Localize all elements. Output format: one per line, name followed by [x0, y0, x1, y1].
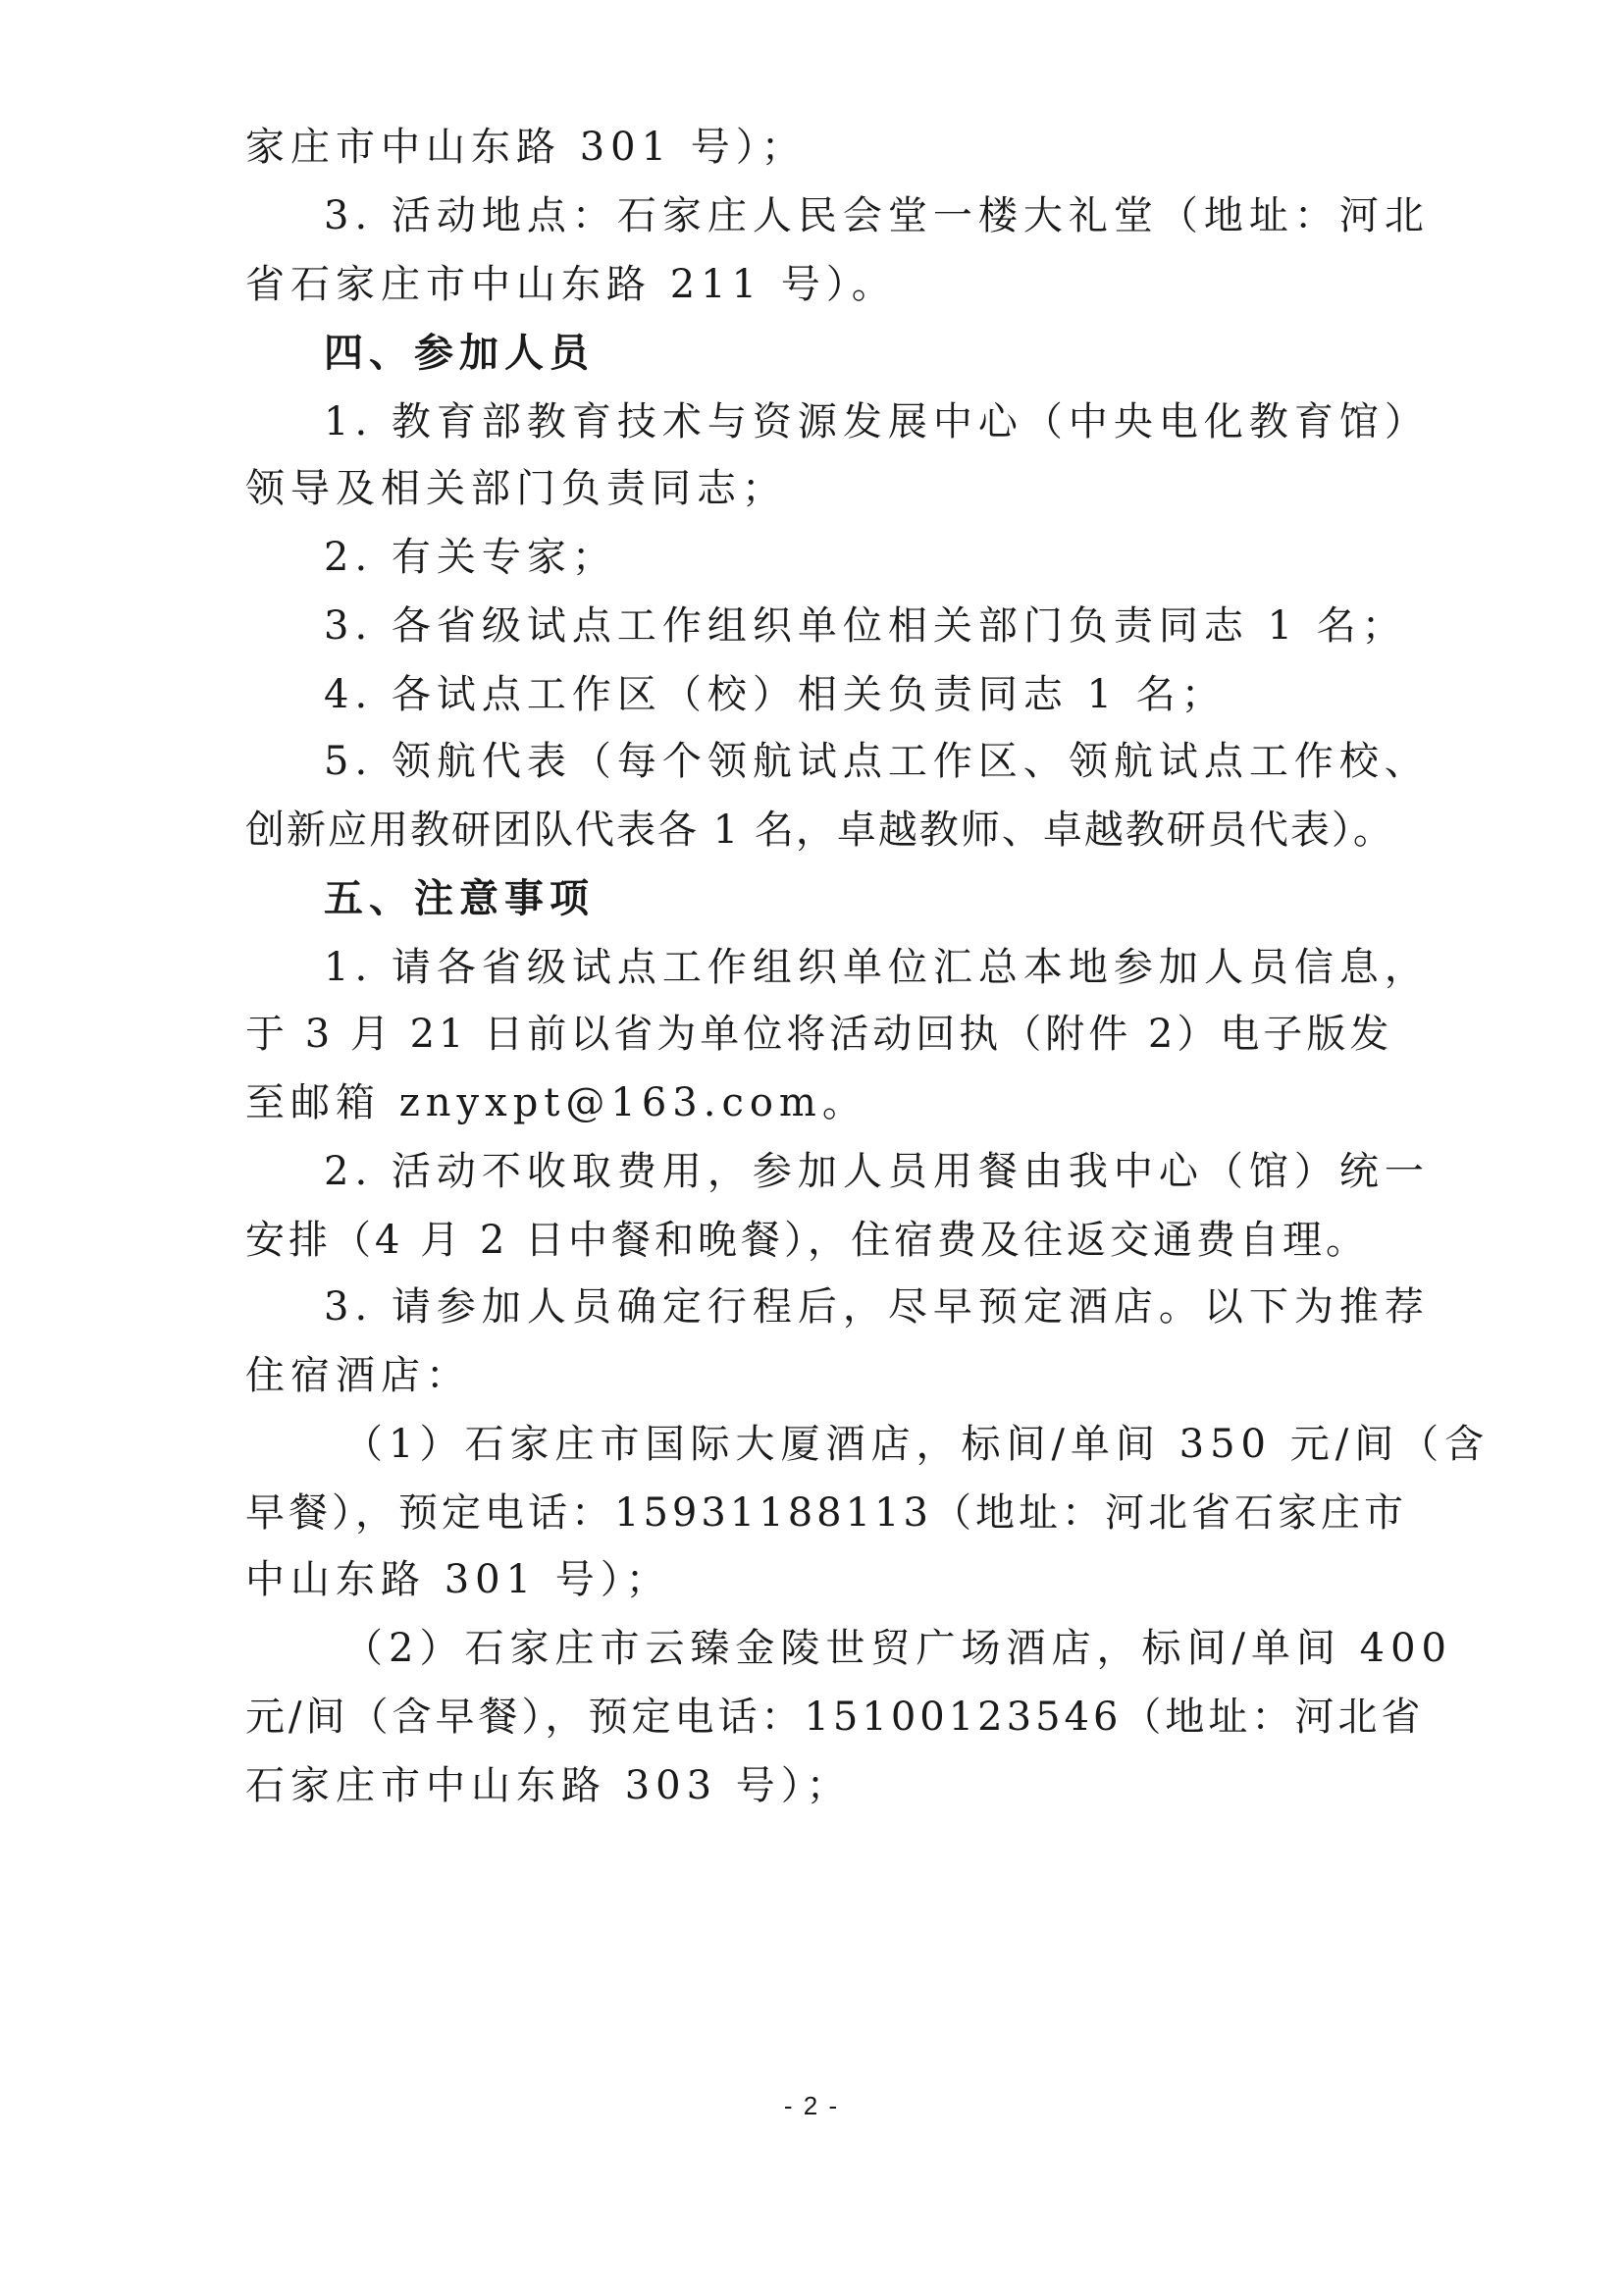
text-line: 1. 教育部教育技术与资源发展中心（中央电化教育馆）	[324, 399, 1430, 444]
text-line: 3. 活动地点：石家庄人民会堂一楼大礼堂（地址：河北	[324, 193, 1430, 238]
text-line: 2. 活动不收取费用，参加人员用餐由我中心（馆）统一	[324, 1149, 1430, 1194]
page-number: - 2 -	[783, 2091, 840, 2120]
text-line: 省石家庄市中山东路 211 号）。	[245, 262, 897, 307]
text-line: 3. 各省级试点工作组织单位相关部门负责同志 1 名；	[324, 603, 1407, 649]
text-line: 住宿酒店：	[245, 1353, 471, 1398]
text-line: 创新应用教研团队代表各 1 名，卓越教师、卓越教研员代表）。	[245, 808, 1394, 853]
text-line: 石家庄市中山东路 303 号）；	[245, 1763, 852, 1808]
text-line: 4. 各试点工作区（校）相关负责同志 1 名；	[324, 672, 1227, 717]
text-line: 早餐），预定电话：15931188113（地址：河北省石家庄市	[245, 1490, 1407, 1536]
text-line: 元/间（含早餐），预定电话：15100123546（地址：河北省	[245, 1695, 1425, 1740]
text-line: 领导及相关部门负责同志；	[245, 466, 787, 511]
section-heading: 五、注意事项	[324, 876, 595, 921]
text-line: 3. 请参加人员确定行程后，尽早预定酒店。以下为推荐	[324, 1284, 1430, 1330]
section-heading: 四、参加人员	[324, 331, 595, 376]
text-line: （2）石家庄市云臻金陵世贸广场酒店，标间/单间 400	[343, 1626, 1452, 1671]
text-line: 2. 有关专家；	[324, 535, 617, 580]
text-line: 安排（4 月 2 日中餐和晚餐），住宿费及往返交通费自理。	[245, 1218, 1370, 1263]
text-line: 家庄市中山东路 301 号）；	[245, 125, 807, 170]
text-line: 于 3 月 21 日前以省为单位将活动回执（附件 2）电子版发	[245, 1012, 1393, 1057]
text-line: 中山东路 301 号）；	[245, 1557, 671, 1602]
text-line: 5. 领航代表（每个领航试点工作区、领航试点工作校、	[324, 739, 1430, 784]
text-line: （1）石家庄市国际大厦酒店，标间/单间 350 元/间（含	[343, 1422, 1491, 1467]
text-line: 1. 请各省级试点工作组织单位汇总本地参加人员信息，	[324, 945, 1430, 990]
text-line: 至邮箱 znyxpt@163.com。	[245, 1080, 867, 1125]
